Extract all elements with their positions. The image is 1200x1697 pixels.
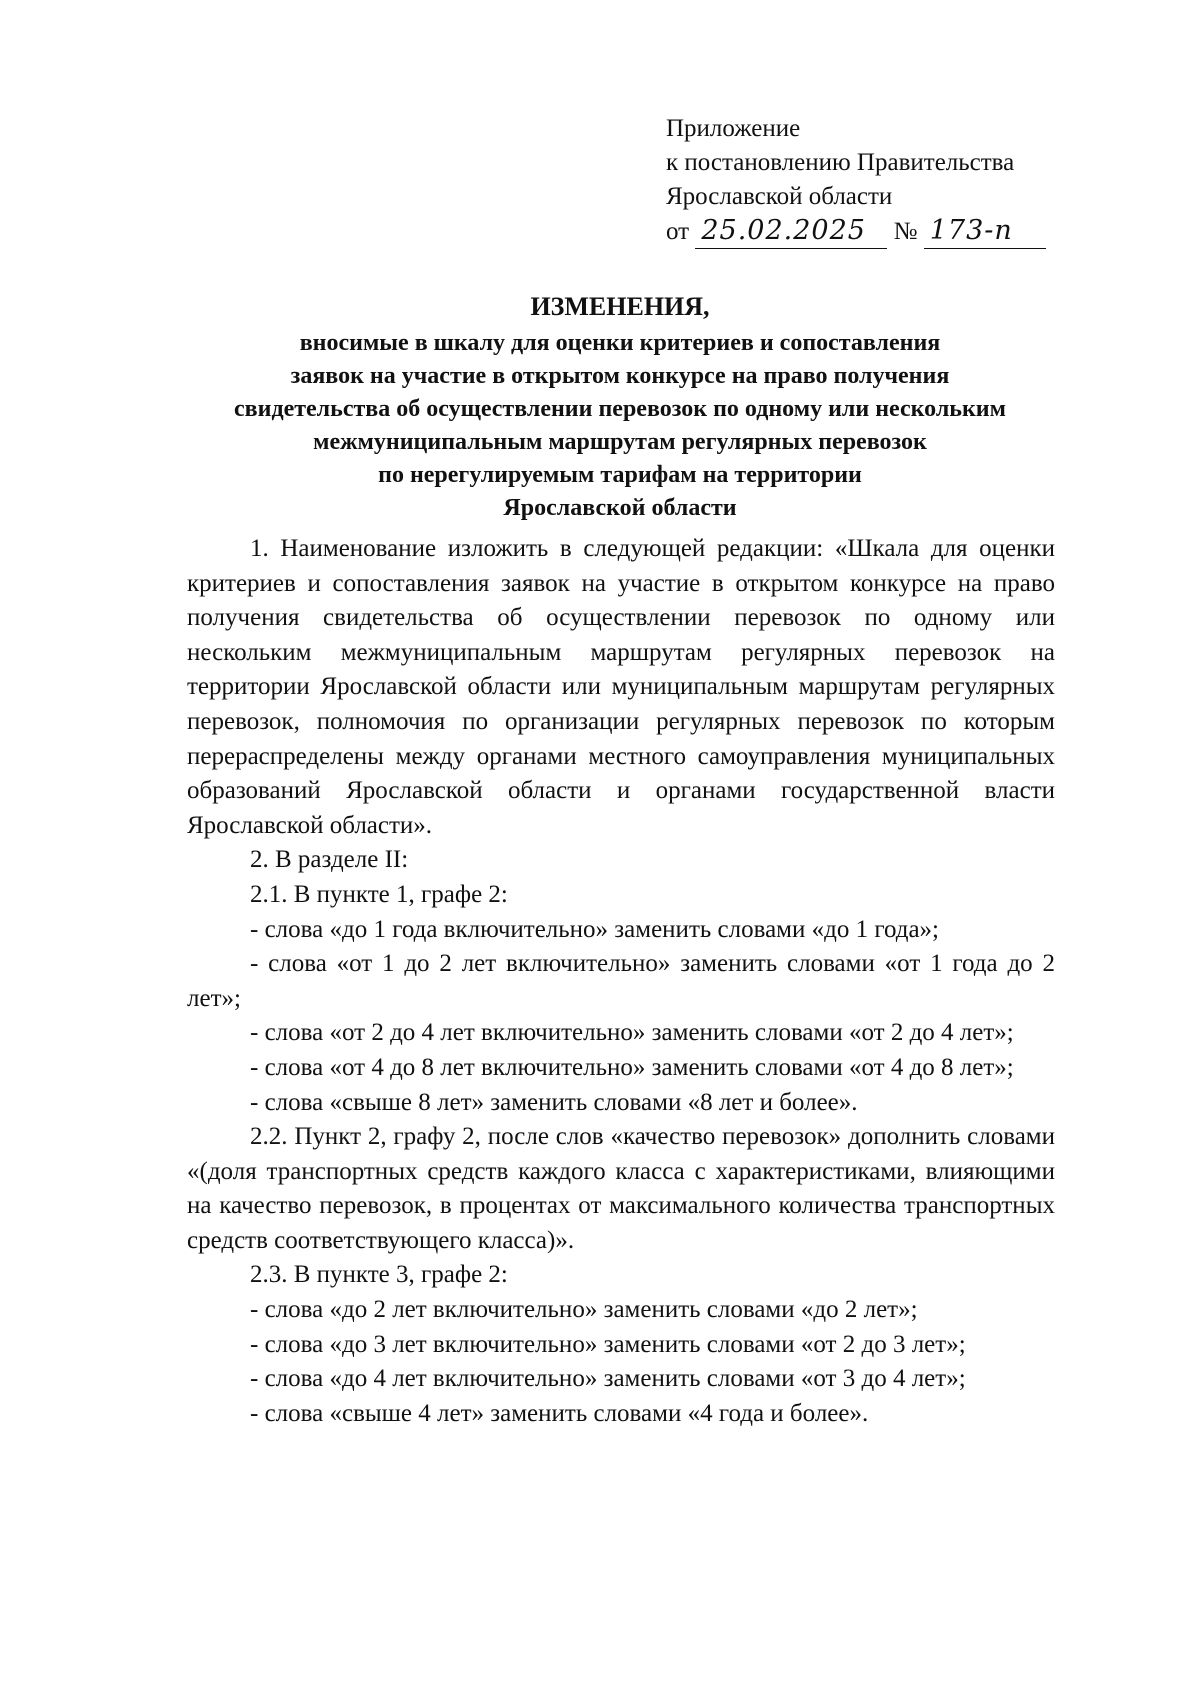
paragraph: - слова «от 4 до 8 лет включительно» заменить словами «от 4 до 8 лет»; xyxy=(250,1053,1014,1081)
title-subtitle-line: свидетельства об осуществлении перевозок по одному или нескольким xyxy=(234,396,1006,422)
handwritten-number: 173-п xyxy=(924,214,1046,249)
title-subtitle-line: заявок на участие в открытом конкурсе на право получения xyxy=(290,363,950,389)
paragraph: 2.2. Пункт 2, графу 2, после слов «качество перевозок» дополнить словами «(доля транспортных средств каждого класса с характеристиками, влияющими на качество перевозок, в процентах от максимального количества транспортных средств соответствующего класса)». xyxy=(187,1123,1055,1254)
document-body xyxy=(187,532,1055,1431)
paragraph: 2. В разделе II: xyxy=(250,846,409,874)
paragraph: 2.1. В пункте 1, графе 2: xyxy=(250,880,508,908)
title-subtitle-line: Ярославской области xyxy=(503,495,737,521)
paragraph: - слова «до 2 лет включительно» заменить словами «до 2 лет»; xyxy=(250,1296,918,1324)
paragraph: - слова «свыше 8 лет» заменить словами «8 лет и более». xyxy=(250,1088,858,1116)
paragraph: - слова «до 1 года включительно» заменить словами «до 1 года»; xyxy=(250,915,940,943)
title-main: ИЗМЕНЕНИЯ, xyxy=(530,292,710,321)
paragraph: 1. Наименование изложить в следующей редакции: «Шкала для оценки критериев и сопоставления заявок на участие в открытом конкурсе на право получения свидетельства об осуществлении перевозок по одному или нескольким межмуниципальным маршрутам регулярных перевозок на территории Ярославской области или муниципальным маршрутам регулярных перевозок, полномочия по организации регулярных перевозок по которым перераспределены между органами местного самоуправления муниципальных образований Ярославской области и органами государственной власти Ярославской области». xyxy=(187,535,1055,839)
header-line: Приложение xyxy=(666,115,801,142)
title-subtitle-line: вносимые в шкалу для оценки критериев и сопоставления xyxy=(299,330,941,356)
document-title xyxy=(180,290,1060,525)
paragraph: 2.3. В пункте 3, графе 2: xyxy=(250,1261,508,1289)
paragraph: - слова «свыше 4 лет» заменить словами «4 года и более». xyxy=(250,1399,869,1427)
header-line: Ярославской области xyxy=(666,183,893,210)
handwritten-date: 25.02.2025 xyxy=(695,214,887,249)
paragraph: - слова «до 3 лет включительно» заменить словами «от 2 до 3 лет»; xyxy=(250,1330,966,1358)
paragraph: - слова «до 4 лет включительно» заменить словами «от 3 до 4 лет»; xyxy=(250,1365,966,1393)
header-line: к постановлению Правительства xyxy=(666,149,1015,176)
title-subtitle-line: межмуниципальным маршрутам регулярных перевозок xyxy=(313,429,927,455)
title-subtitle-line: по нерегулируемым тарифам на территории xyxy=(378,462,862,488)
paragraph: - слова «от 2 до 4 лет включительно» заменить словами «от 2 до 4 лет»; xyxy=(250,1019,1014,1047)
header-date-line xyxy=(666,214,1046,249)
appendix-header xyxy=(666,112,1046,249)
date-prefix: от xyxy=(666,218,690,245)
number-prefix: № xyxy=(893,218,918,245)
paragraph: - слова «от 1 до 2 лет включительно» заменить словами «от 1 года до 2 лет»; xyxy=(187,950,1055,1012)
